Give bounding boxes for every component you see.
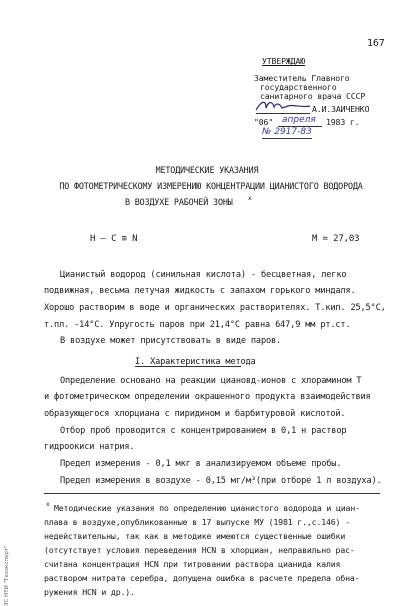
footnote-mark: x bbox=[46, 501, 50, 508]
approval-heading: УТВЕРЖДАЮ bbox=[262, 56, 306, 66]
method-line-6: Предел измерения - 0,1 мкг в анализируемом объеме пробы. bbox=[60, 459, 342, 469]
title-line-2: ПО ФОТОМЕТРИЧЕСКОМУ ИЗМЕРЕНИЮ КОНЦЕНТРАЦИИ ЦИАНИСТОГО ВОДОРОДА bbox=[59, 181, 363, 191]
approval-date-year: 1983 г. bbox=[326, 117, 360, 127]
title-footnote-mark: x bbox=[248, 195, 252, 202]
body-line-2: подвижная, весьма летучая жидкость с запахом горького миндаля. bbox=[44, 286, 356, 296]
method-line-7: Предел измерения в воздухе - 0,15 мг/м³(при отборе 1 л воздуха). bbox=[60, 476, 382, 486]
approval-line-2: государственного bbox=[260, 82, 337, 92]
approval-number: № 2917-83 bbox=[262, 127, 312, 137]
method-line-5: гидроокиси натрия. bbox=[44, 442, 135, 452]
body-line-4: т.пл. -14°С. Упругость паров при 21,4°С равна 647,9 мм рт.ст. bbox=[44, 320, 351, 330]
body-line-5: В воздухе может присутствовать в виде паров. bbox=[60, 336, 282, 346]
approval-line-1: Заместитель Главного bbox=[254, 73, 350, 83]
footnote-line-7: ружения HCN и др.). bbox=[44, 587, 135, 597]
formula-molar-mass: M = 27,03 bbox=[312, 234, 360, 244]
section-title: I. Характеристика метода bbox=[135, 357, 256, 367]
footnote-line-2: плава в воздухе,опубликованные в 17 выпуске МУ (1981 г.,с.146) - bbox=[44, 517, 350, 527]
title-line-3: В ВОЗДУХЕ РАБОЧЕЙ ЗОНЫ bbox=[125, 197, 233, 207]
signature bbox=[254, 98, 312, 114]
method-line-2: и фотометрическом определении окрашенного продукта взаимодействия bbox=[44, 392, 371, 402]
body-line-3: Хорошо растворим в воде и органических растворителях. Т.кип. 25,5°С, bbox=[44, 303, 386, 313]
approval-date-month: апреля bbox=[282, 115, 316, 125]
approval-date-day: "06" bbox=[254, 117, 274, 127]
formula-structure: H – C ≡ N bbox=[90, 234, 138, 244]
footnote-line-6: раствором нитрата серебра, допущена ошибка в расчете предела обна- bbox=[44, 573, 360, 583]
signature-name: А.И.ЗАИЧЕНКО bbox=[312, 104, 370, 114]
approval-line-3: санитарного врача СССР bbox=[260, 91, 366, 101]
footnote-line-5: считана концентрация HCN при титровании раствора цианида калия bbox=[44, 559, 341, 569]
title-line-1: МЕТОДИЧЕСКИЕ УКАЗАНИЯ bbox=[155, 165, 259, 175]
side-watermark: ЗС НТИ "Техэксперт" bbox=[4, 545, 10, 606]
footnote-line-1: Методические указания по определению цианистого водорода и циан- bbox=[54, 503, 360, 513]
footnote-line-4: (отсутствует условия переведения HCN в хлорциан, неправильно рас- bbox=[44, 545, 355, 555]
body-line-1: Цианистый водород (синильная кислота) - бесцветная, легко bbox=[60, 270, 347, 280]
page-number: 167 bbox=[367, 38, 385, 49]
method-line-1: Определение основано на реакции циановд-ионов с хлорамином Т bbox=[60, 376, 362, 386]
method-line-3: образующегося хлорциана с пиридином и барбитуровой кислотой. bbox=[44, 409, 346, 419]
method-line-4: Отбор проб проводится с концентрированием в 0,1 н раствор bbox=[60, 426, 347, 436]
footnote-line-3: недействительны, так как в методике имеются существенные ошибки bbox=[44, 531, 346, 541]
